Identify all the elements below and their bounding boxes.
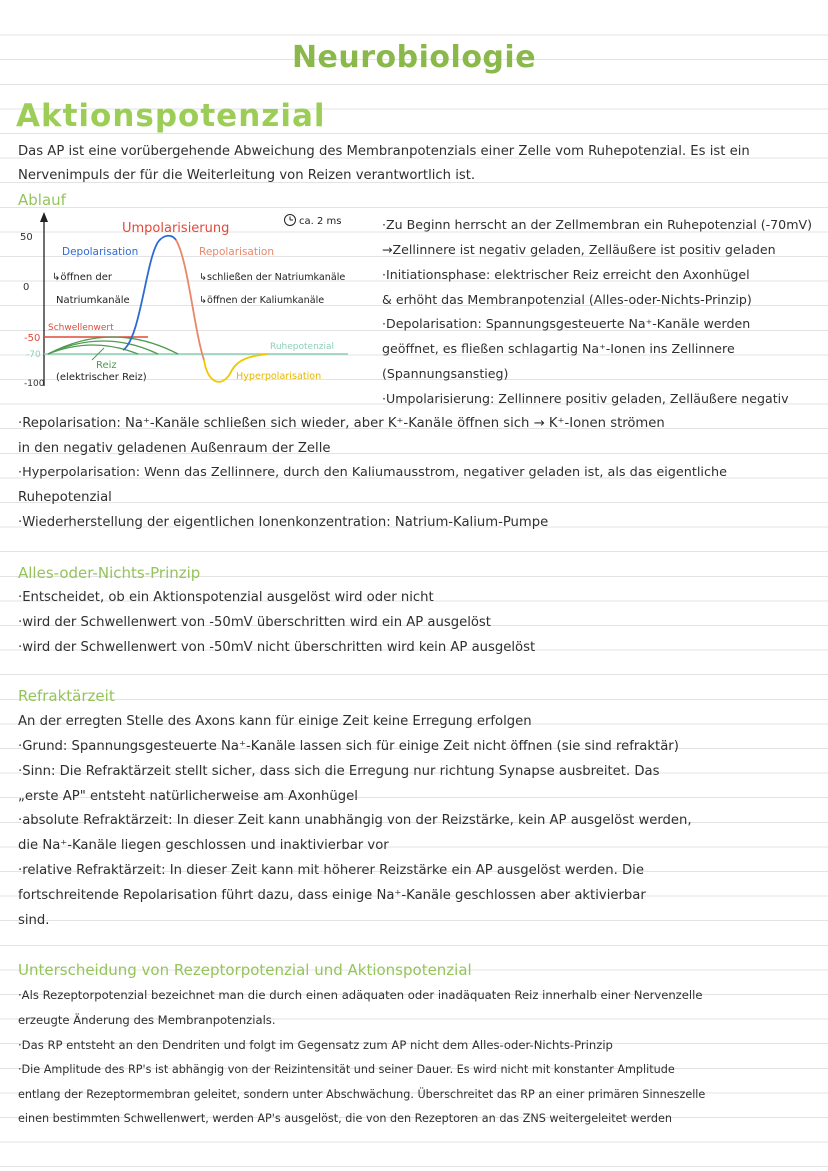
label-reiz-note: (elektrischer Reiz) [56,372,147,383]
tick-0: 0 [23,282,30,293]
refraktaer-line: ·Grund: Spannungsgesteuerte Na⁺-Kanäle lassen sich für einige Zeit nicht öffnen (sie sind refraktär) [18,739,679,754]
ablauf-line: ·Repolarisation: Na⁺-Kanäle schließen sich wieder, aber K⁺-Kanäle öffnen sich → K⁺-Ionen strömen [18,416,665,431]
refraktaer-line: die Na⁺-Kanäle liegen geschlossen und inaktivierbar vor [18,838,389,853]
intro-line: Nervenimpuls der für die Weiterleitung von Reizen verantwortlich ist. [18,168,476,183]
refraktaer-line: An der erregten Stelle des Axons kann für einige Zeit keine Erregung erfolgen [18,714,532,729]
label-umpolarisierung: Umpolarisierung [122,221,230,236]
reiz-curve [48,337,178,354]
action-potential-diagram [18,210,378,400]
label-repolarisation: Repolarisation [199,246,274,258]
unterscheidung-line: einen bestimmten Schwellenwert, werden AP's ausgelöst, die von den Rezeptoren an das ZNS weitergeleitet werden [18,1112,672,1125]
ablauf-right-line: ·Zu Beginn herrscht an der Zellmembran ein Ruhepotenzial (-70mV) [382,217,812,232]
label-ruhepotenzial: Ruhepotenzial [270,342,335,352]
refraktaer-line: fortschreitende Repolarisation führt dazu, dass einige Na⁺-Kanäle geschlossen aber aktivierbar [18,888,646,903]
label-depol-note-1: ↳öffnen der [52,272,113,283]
unterscheidung-line: ·Das RP entsteht an den Dendriten und folgt im Gegensatz zum AP nicht dem Alles-oder-Nichts-Prinzip [18,1038,613,1052]
ablauf-right-line: ·Depolarisation: Spannungsgesteuerte Na⁺-Kanäle werden [382,316,751,331]
ablauf-line: ·Wiederherstellung der eigentlichen Ionenkonzentration: Natrium-Kalium-Pumpe [18,515,549,530]
subheading-unterscheidung: Unterscheidung von Rezeptorpotenzial und Aktionspotenzial [18,961,472,979]
tick-minus-70: -70 [26,350,41,360]
section-heading-aktionspotenzial: Aktionspotenzial [16,98,326,134]
ablauf-right-line: geöffnet, es fließen schlagartig Na⁺-Ionen ins Zellinnere [382,341,735,356]
label-depol-note-2: Natriumkanäle [56,295,130,306]
refraktaer-line: sind. [18,913,50,928]
label-hyperpolarisation: Hyperpolarisation [236,371,322,382]
label-schwellenwert: Schwellenwert [48,323,114,333]
aon-line: ·Entscheidet, ob ein Aktionspotenzial ausgelöst wird oder nicht [18,590,434,605]
unterscheidung-line: erzeugte Änderung des Membranpotenzials. [18,1013,276,1027]
ablauf-right-line: ·Umpolarisierung: Zellinnere positiv geladen, Zelläußere negativ [382,391,789,406]
y-axis-arrow [40,212,48,222]
tick-50: 50 [20,232,33,243]
ablauf-right-line: (Spannungsanstieg) [382,366,509,381]
refraktaer-line: „erste AP" entsteht natürlicherweise am Axonhügel [18,789,358,804]
aon-line: ·wird der Schwellenwert von -50mV nicht überschritten wird kein AP ausgelöst [18,640,536,655]
refraktaer-line: ·relative Refraktärzeit: In dieser Zeit kann mit höherer Reizstärke ein AP ausgelöst werden. Die [18,863,644,878]
unterscheidung-line: ·Die Amplitude des RP's ist abhängig von der Reizintensität und seiner Dauer. Es wird nicht mit konstanter Amplitude [18,1063,675,1076]
reiz-curve [48,341,158,354]
page-title: Neurobiologie [291,40,537,75]
aon-line: ·wird der Schwellenwert von -50mV überschritten wird ein AP ausgelöst [18,615,491,630]
label-depolarisation: Depolarisation [62,246,139,258]
tick-minus-50: -50 [24,333,41,344]
subheading-refraktaerzeit: Refraktärzeit [18,687,115,705]
subheading-alles-oder-nichts: Alles-oder-Nichts-Prinzip [18,564,201,582]
label-repol-note-2: ↳öffnen der Kaliumkanäle [199,295,325,306]
intro-line: Das AP ist eine vorübergehende Abweichung des Membranpotenzials einer Zelle vom Ruhepotenzial. Es ist ein [18,144,750,159]
refraktaer-line: ·Sinn: Die Refraktärzeit stellt sicher, dass sich die Erregung nur richtung Synapse ausbreitet. Das [18,764,660,779]
subheading-ablauf: Ablauf [18,191,66,209]
label-duration: ca. 2 ms [299,216,342,227]
label-repol-note-1: ↳schließen der Natriumkanäle [199,272,346,283]
ablauf-right-line: →Zellinnere ist negativ geladen, Zelläußere ist positiv geladen [382,242,776,257]
ablauf-line: Ruhepotenzial [18,490,112,505]
ablauf-line: ·Hyperpolarisation: Wenn das Zellinnere, durch den Kaliumausstrom, negativer geladen ist, als das eigentliche [18,465,728,480]
refraktaer-line: ·absolute Refraktärzeit: In dieser Zeit kann unabhängig von der Reizstärke, kein AP ausgelöst werden, [18,813,692,828]
ablauf-line: in den negativ geladenen Außenraum der Zelle [18,441,331,456]
ablauf-right-line: ·Initiationsphase: elektrischer Reiz erreicht den Axonhügel [382,267,750,282]
ablauf-right-line: & erhöht das Membranpotenzial (Alles-oder-Nichts-Prinzip) [382,292,752,307]
label-reiz: Reiz [96,360,117,371]
tick-minus-100: -100 [24,379,45,389]
unterscheidung-line: ·Als Rezeptorpotenzial bezeichnet man die durch einen adäquaten oder inadäquaten Reiz innerhalb einer Nervenzelle [18,988,703,1002]
unterscheidung-line: entlang der Rezeptormembran geleitet, sondern unter Abschwächung. Überschreitet das RP an einer primären Sinneszelle [18,1088,706,1101]
